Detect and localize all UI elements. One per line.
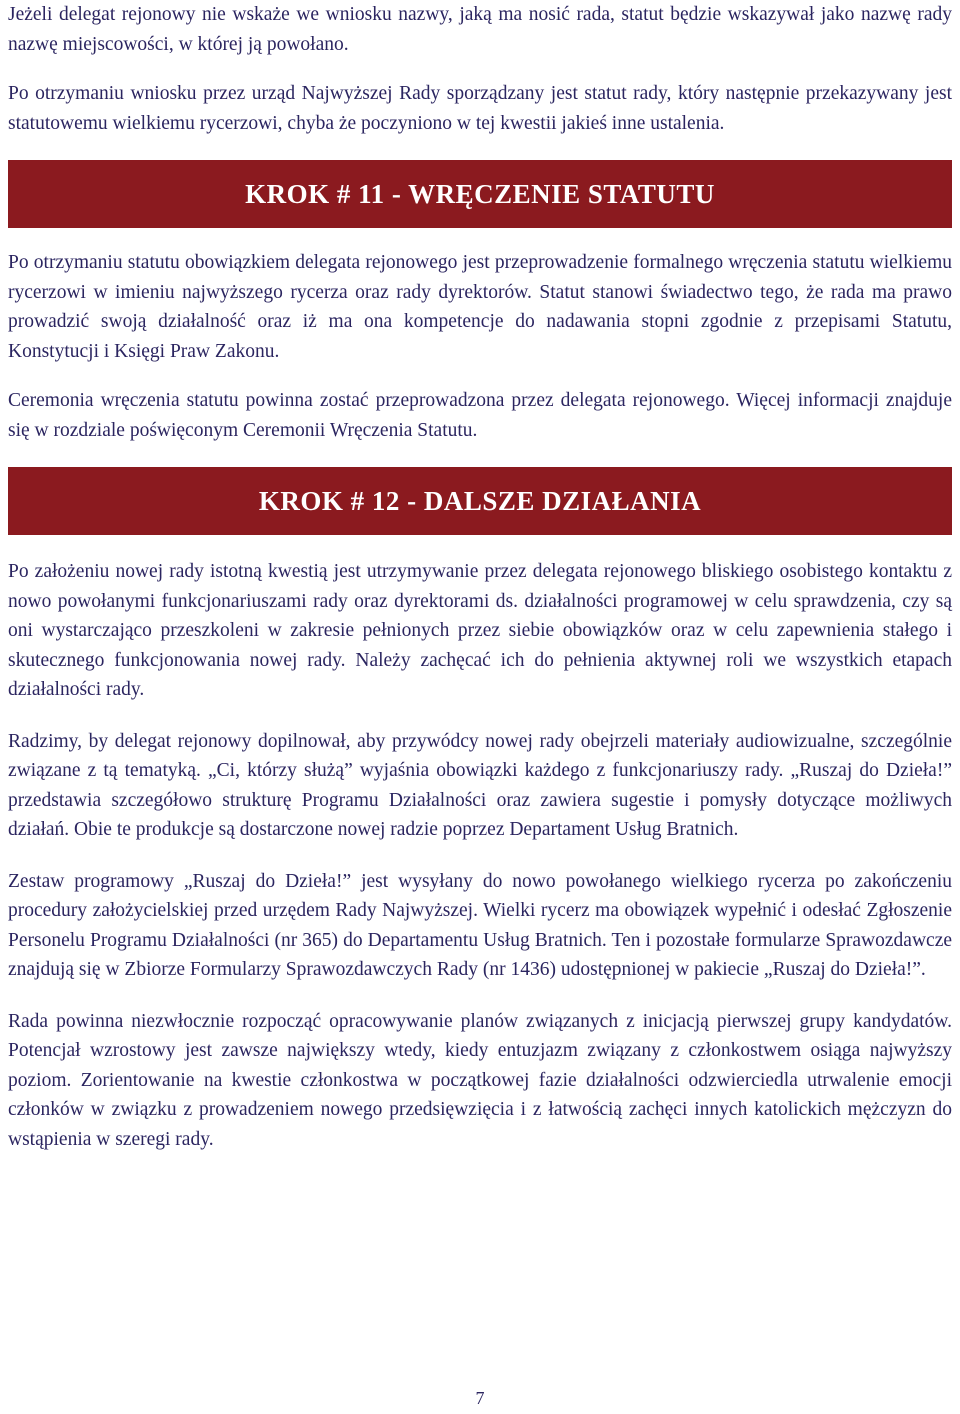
intro-paragraph-2: Po otrzymaniu wniosku przez urząd Najwyższej Rady sporządzany jest statut rady, który następnie przekazywany jest statutowemu wielkiemu rycerzowi, chyba że poczyniono w tej kwestii jakieś inne ustalenia.	[8, 83, 952, 134]
step12-paragraph-2: Radzimy, by delegat rejonowy dopilnował, aby przywódcy nowej rady obejrzeli materiały audiowizualne, szczególnie związane z tą tematyką. „Ci, którzy służą” wyjaśnia obowiązki każdego z funkcjonariuszy rady. „Ruszaj do Dzieła!” przedstawia szczegółowo strukturę Programu Działalności oraz zawiera sugestie i pomysły dotyczące możliwych działań. Obie te produkcje są dostarczone nowej radzie poprzez Departament Usług Bratnich.	[8, 730, 952, 840]
intro-paragraph-1: Jeżeli delegat rejonowy nie wskaże we wniosku nazwy, jaką ma nosić rada, statut będzie wskazywał jako nazwę rady nazwę miejscowości, w której ją powołano.	[8, 4, 952, 55]
section-heading-step-11	[8, 160, 952, 228]
section-heading-step-12-label: KROK # 12 - DALSZE DZIAŁANIA	[258, 485, 702, 516]
step12-paragraph-4: Rada powinna niezwłocznie rozpocząć opracowywanie planów związanych z inicjacją pierwszej grupy kandydatów. Potencjał wzrostowy jest zawsze największy wtedy, kiedy entuzjazm związany z członkostwem osiąga najwyższy poziom. Zorientowanie na kwestie członkostwa w początkowej fazie działalności odzwierciedla utrwalenie emocji członków w związku z prowadzeniem nowego przedsięwzięcia i z łatwością zachęci innych katolickich mężczyzn do wstąpienia w szeregi rady.	[8, 1010, 952, 1150]
page-number: 7	[475, 1388, 485, 1408]
section-heading-step-11-label: KROK # 11 - WRĘCZENIE STATUTU	[245, 178, 715, 209]
step11-paragraph-1: Po otrzymaniu statutu obowiązkiem delegata rejonowego jest przeprowadzenie formalnego wręczenia statutu wielkiemu rycerzowi w imieniu najwyższego rycerza oraz rady dyrektorów. Statut stanowi świadectwo tego, że rada ma prawo prowadzić swoją działalność oraz iż ma ona kompetencje do nadawania stopni zgodnie z przepisami Statutu, Konstytucji i Księgi Praw Zakonu.	[8, 252, 952, 362]
document-page	[8, 0, 952, 1154]
step12-paragraph-1: Po założeniu nowej rady istotną kwestią jest utrzymywanie przez delegata rejonowego bliskiego osobistego kontaktu z nowo powołanymi funkcjonariuszami rady oraz dyrektorami ds. działalności programowej w celu sprawdzenia, czy są oni wystarczająco przeszkoleni w zakresie pełnionych przez siebie obowiązków oraz w celu zapewnienia stałego i skutecznego funkcjonowania nowej rady. Należy zachęcać ich do pełnienia aktywnej roli we wszystkich etapach działalności rady.	[8, 561, 952, 700]
step12-paragraph-3: Zestaw programowy „Ruszaj do Dzieła!” jest wysyłany do nowo powołanego wielkiego rycerza po zakończeniu procedury założycielskiej przed urzędem Rady Najwyższej. Wielki rycerz ma obowiązek wypełnić i odesłać Zgłoszenie Personelu Programu Działalności (nr 365) do Departamentu Usług Bratnich. Ten i pozostałe formularze Sprawozdawcze znajdują się w Zbiorze Formularzy Sprawozdawczych Rady (nr 1436) udostępnionej w pakiecie „Ruszaj do Dzieła!”.	[8, 870, 952, 980]
step11-paragraph-2: Ceremonia wręczenia statutu powinna zostać przeprowadzona przez delegata rejonowego. Więcej informacji znajduje się w rozdziale poświęconym Ceremonii Wręczenia Statutu.	[8, 390, 952, 441]
section-heading-step-12	[8, 467, 952, 535]
